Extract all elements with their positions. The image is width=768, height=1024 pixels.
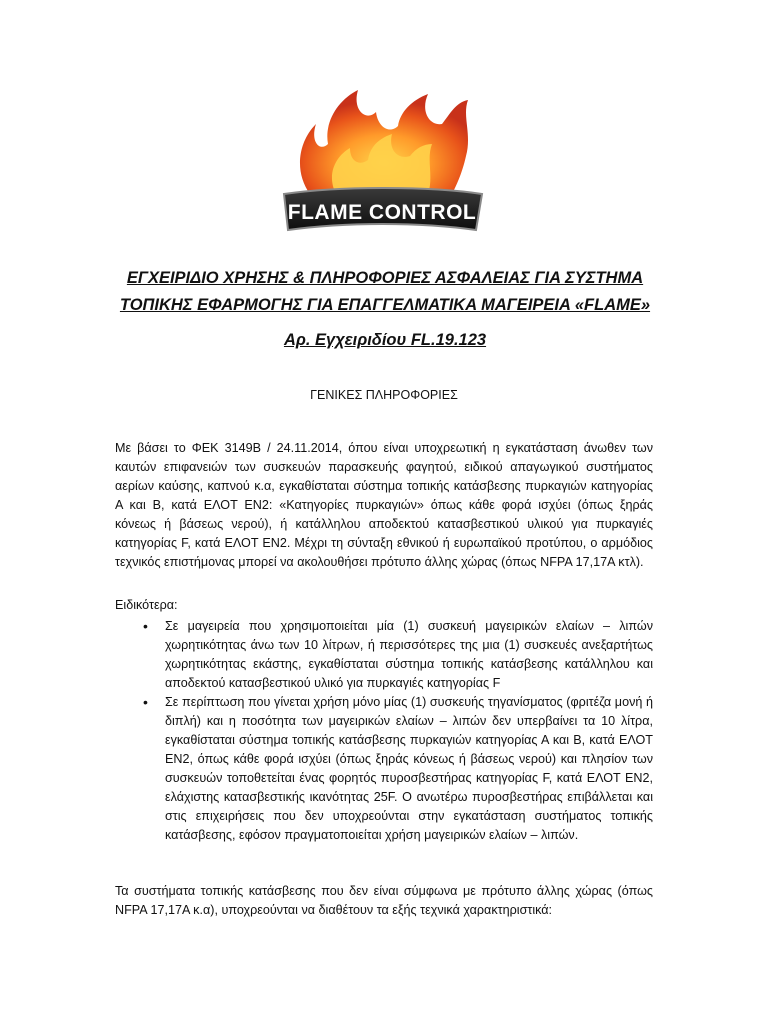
bullet-icon: • [143, 618, 148, 634]
bullet-icon: • [143, 694, 148, 710]
flame-control-logo [280, 82, 485, 240]
list-item [115, 693, 653, 845]
closing-paragraph: Τα συστήματα τοπικής κατάσβεσης που δεν είναι σύμφωνα με πρότυπο άλλης χώρας (όπως NFPA 17,17A κ.α), υποχρεούνται να διαθέτουν τα εξής τεχνικά χαρακτηριστικά: [115, 884, 653, 917]
list-item [115, 617, 653, 693]
document-title-line-1: ΕΓΧΕΙΡΙΔΙΟ ΧΡΗΣΗΣ & ΠΛΗΡΟΦΟΡΙΕΣ ΑΣΦΑΛΕΙΑΣ ΓΙΑ ΣΥΣΤΗΜΑ [126, 269, 644, 287]
list-item-text: Σε περίπτωση που γίνεται χρήση μόνο μίας (1) συσκευής τηγανίσματος (φριτέζα μονή ή διπλή) και η ποσότητα των μαγειρικών ελαίων – λιπών δεν υπερβαίνει τα 10 λίτρα, εγκαθίσταται σύστημα τοπικής κατάσβεσης πυρκαγιών κατηγορίας Α και Β, κατά ΕΛΟΤ ΕΝ2, όπως κάθε φορά ισχύει (όπως ξηράς κόνεως ή βάσεως νερού) και πλησίον των συσκευών τοποθετείται ένας φορητός πυροσβεστήρας κατηγορίας F, κατά ΕΛΟΤ ΕΝ2, ελάχιστης κατασβεστικής ικανότητας 25F. Ο ανωτέρω πυροσβεστήρας επιβάλλεται και στις επιχειρήσεις που δεν υποχρεούνται στην εγκατάσταση συστήματος τοπικής κατάσβεσης, εφόσον πραγματοποιείται χρήση μαγειρικών ελαίων – λιπών. [165, 695, 653, 842]
logo-wordmark: FLAME CONTROL [287, 201, 477, 224]
document-title-line-2: ΤΟΠΙΚΗΣ ΕΦΑΡΜΟΓΗΣ ΓΙΑ ΕΠΑΓΓΕΛΜΑΤΙΚΑ ΜΑΓΕΙΡΕΙΑ «FLAME» [119, 296, 651, 314]
requirements-list [115, 617, 653, 845]
specifically-label: Ειδικότερα: [115, 598, 178, 612]
list-item-text: Σε μαγειρεία που χρησιμοποιείται μία (1) συσκευή μαγειρικών ελαίων – λιπών χωρητικότητας άνω των 10 λίτρων, ή περισσότερες της μια (1) συσκευές ανεξαρτήτως χωρητικότητας εκάστης, εγκαθίσταται σύστημα τοπικής κατάσβεσης κατάλληλου και αποδεκτού κατασβεστικού υλικό για πυρκαγιές κατηγορίας F [165, 619, 653, 690]
manual-number: Αρ. Εγχειριδίου FL.19.123 [283, 331, 487, 349]
intro-paragraph: Με βάσει το ΦΕΚ 3149Β / 24.11.2014, όπου είναι υποχρεωτική η εγκατάσταση άνωθεν των καυτών επιφανειών των συσκευών παρασκευής φαγητού, ειδικού απαγωγικού συστήματος αερίων καύσης, καπνού κ.α, εγκαθίσταται σύστημα τοπικής κατάσβεσης πυρκαγιών κατηγορίας Α και Β, κατά ΕΛΟΤ ΕΝ2: «Κατηγορίες πυρκαγιών» όπως κάθε φορά ισχύει (όπως ξηράς κόνεως ή βάσεως νερού), ή κατάλληλου αποδεκτού κατασβεστικού υλικού για πυρκαγιές κατηγορίας F, κατά ΕΛΟΤ ΕΝ2. Μέχρι τη σύνταξη εθνικού ή ευρωπαϊκού προτύπου, ο αρμόδιος τεχνικός επιστήμονας μπορεί να ακολουθήσει πρότυπο άλλης χώρας (όπως NFPA 17,17A κτλ). [115, 441, 653, 569]
section-heading: ΓΕΝΙΚΕΣ ΠΛΗΡΟΦΟΡΙΕΣ [310, 388, 458, 402]
